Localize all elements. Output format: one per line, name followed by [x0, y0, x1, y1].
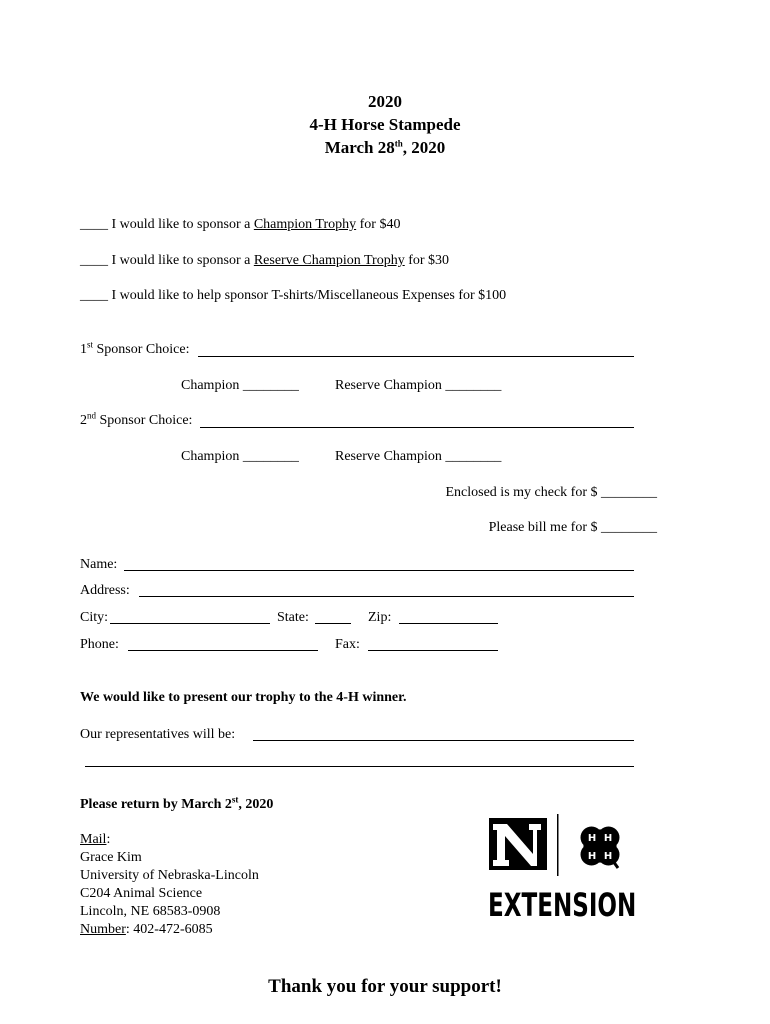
- mail-phone-number: Number: 402-472-6085: [80, 922, 213, 937]
- city-label: City:: [80, 610, 109, 625]
- thank-you-message: Thank you for your support!: [268, 976, 502, 997]
- fax-field[interactable]: [368, 650, 498, 651]
- nebraska-extension-logo: [486, 808, 638, 926]
- fax-label: Fax:: [335, 637, 360, 652]
- check-enclosed-field[interactable]: Enclosed is my check for $ ________: [445, 485, 657, 500]
- name-field[interactable]: [124, 570, 634, 571]
- svg-text:H: H: [603, 833, 613, 844]
- sponsor-choice-1-field[interactable]: [198, 356, 634, 357]
- return-deadline: Please return by March 2st, 2020: [80, 794, 274, 812]
- name-label: Name:: [80, 557, 118, 572]
- representatives-field-2[interactable]: [85, 766, 634, 767]
- sponsor-choice-2-field[interactable]: [200, 427, 634, 428]
- clover-icon: [567, 813, 632, 878]
- option-reserve-champion-trophy[interactable]: ____ I would like to sponsor a Reserve Champion Trophy for $30: [80, 253, 450, 268]
- address-field[interactable]: [139, 596, 634, 597]
- form-year: 2020: [368, 92, 402, 111]
- mail-heading: Mail:: [80, 832, 111, 847]
- state-label: State:: [277, 610, 309, 625]
- zip-field[interactable]: [399, 623, 498, 624]
- logo-divider: [557, 814, 559, 876]
- mail-building: C204 Animal Science: [80, 886, 203, 901]
- mail-name: Grace Kim: [80, 850, 142, 865]
- n-letter-icon: [489, 818, 547, 870]
- phone-field[interactable]: [128, 650, 318, 651]
- sponsor-choice-1-label: 1st Sponsor Choice:: [80, 339, 190, 357]
- logo-extension-text: EXTENSION: [488, 886, 637, 924]
- representatives-label: Our representatives will be:: [80, 727, 236, 742]
- trophy-statement: We would like to present our trophy to the 4-H winner.: [80, 690, 407, 705]
- address-label: Address:: [80, 583, 130, 598]
- sponsor-2-reserve-option[interactable]: Reserve Champion ________: [335, 449, 502, 464]
- state-field[interactable]: [315, 623, 351, 624]
- svg-text:H: H: [587, 851, 597, 862]
- option-champion-trophy[interactable]: ____ I would like to sponsor a Champion Trophy for $40: [80, 217, 401, 232]
- sponsor-choice-2-label: 2nd Sponsor Choice:: [80, 410, 193, 428]
- mail-city: Lincoln, NE 68583-0908: [80, 904, 221, 919]
- sponsor-2-champion-option[interactable]: Champion ________: [181, 449, 299, 464]
- mail-university: University of Nebraska-Lincoln: [80, 868, 259, 883]
- zip-label: Zip:: [368, 610, 392, 625]
- phone-label: Phone:: [80, 637, 119, 652]
- city-field[interactable]: [110, 623, 270, 624]
- sponsor-1-reserve-option[interactable]: Reserve Champion ________: [335, 378, 502, 393]
- event-date: March 28th, 2020: [324, 138, 446, 157]
- sponsor-1-champion-option[interactable]: Champion ________: [181, 378, 299, 393]
- bill-me-field[interactable]: Please bill me for $ ________: [488, 520, 657, 535]
- svg-text:H: H: [603, 851, 613, 862]
- option-tshirts-expenses[interactable]: ____ I would like to help sponsor T-shirts/Miscellaneous Expenses for $100: [80, 288, 507, 303]
- event-title: 4-H Horse Stampede: [309, 115, 461, 134]
- representatives-field[interactable]: [253, 740, 634, 741]
- svg-text:H: H: [587, 833, 597, 844]
